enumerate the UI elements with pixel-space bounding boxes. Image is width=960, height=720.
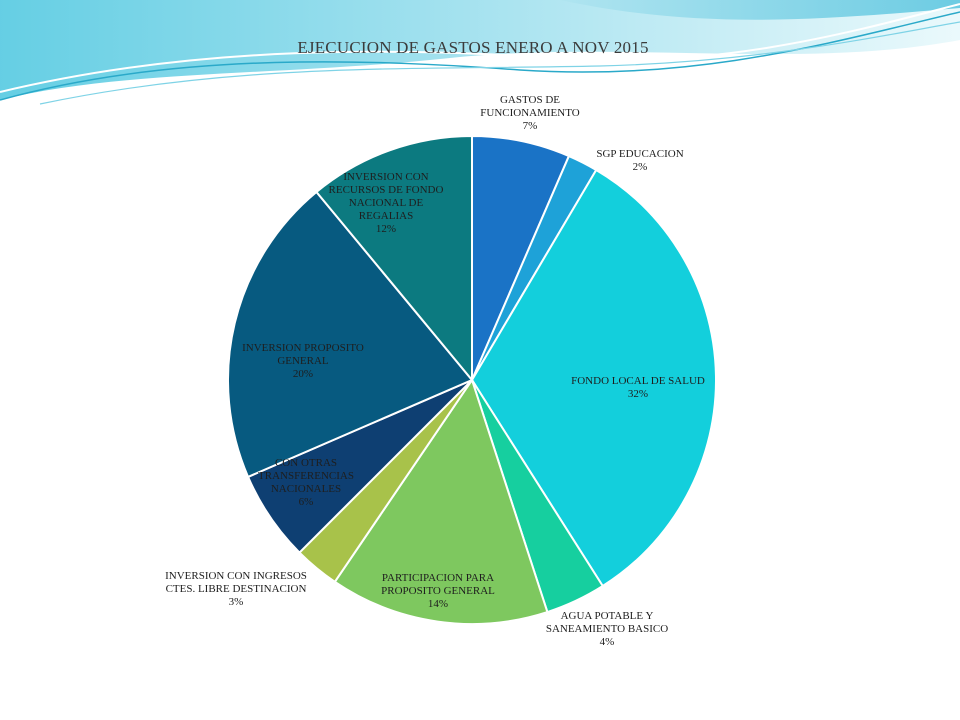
slice-label-line: PARTICIPACION PARA — [381, 572, 495, 584]
slice-label-line: INVERSION CON — [343, 171, 429, 183]
slice-label-line: TRANSFERENCIAS — [258, 470, 354, 482]
slice-label-line: PROPOSITO GENERAL — [381, 585, 495, 597]
slice-percent: 2% — [632, 161, 648, 173]
slide-title: EJECUCION DE GASTOS ENERO A NOV 2015 — [297, 38, 649, 57]
slice-label-line: NACIONAL DE — [348, 197, 424, 209]
slice-label-2 — [596, 148, 683, 173]
slice-label-line: FUNCIONAMIENTO — [480, 107, 580, 119]
slice-label-line: NACIONALES — [270, 483, 342, 495]
slice-percent: 3% — [228, 596, 244, 608]
slice-label-1 — [480, 94, 579, 132]
slice-label-line: RECURSOS DE FONDO — [328, 184, 444, 196]
slice-label-4 — [546, 610, 668, 648]
slice-percent: 20% — [292, 368, 314, 380]
slice-label-line: GENERAL — [277, 355, 329, 367]
slice-label-line: INVERSION CON INGRESOS — [165, 570, 307, 582]
slice-label-line: FONDO LOCAL DE SALUD — [571, 375, 705, 387]
slice-percent: 7% — [522, 120, 538, 132]
slice-label-line: CON OTRAS — [274, 457, 338, 469]
slice-percent: 4% — [599, 636, 615, 648]
slice-percent: 32% — [627, 388, 649, 400]
slice-label-line: CTES. LIBRE DESTINACION — [165, 583, 307, 595]
slice-label-line: AGUA POTABLE Y — [560, 610, 654, 622]
slice-label-line: SGP EDUCACION — [596, 148, 684, 160]
slice-label-line: REGALIAS — [358, 210, 414, 222]
slice-label-line: GASTOS DE — [499, 94, 561, 106]
slice-percent: 12% — [375, 223, 397, 235]
slice-percent: 14% — [427, 598, 449, 610]
slice-percent: 6% — [298, 496, 314, 508]
slice-label-6 — [165, 570, 307, 608]
slice-label-line: INVERSION PROPOSITO — [242, 342, 364, 354]
slice-label-line: SANEAMIENTO BASICO — [545, 623, 669, 635]
